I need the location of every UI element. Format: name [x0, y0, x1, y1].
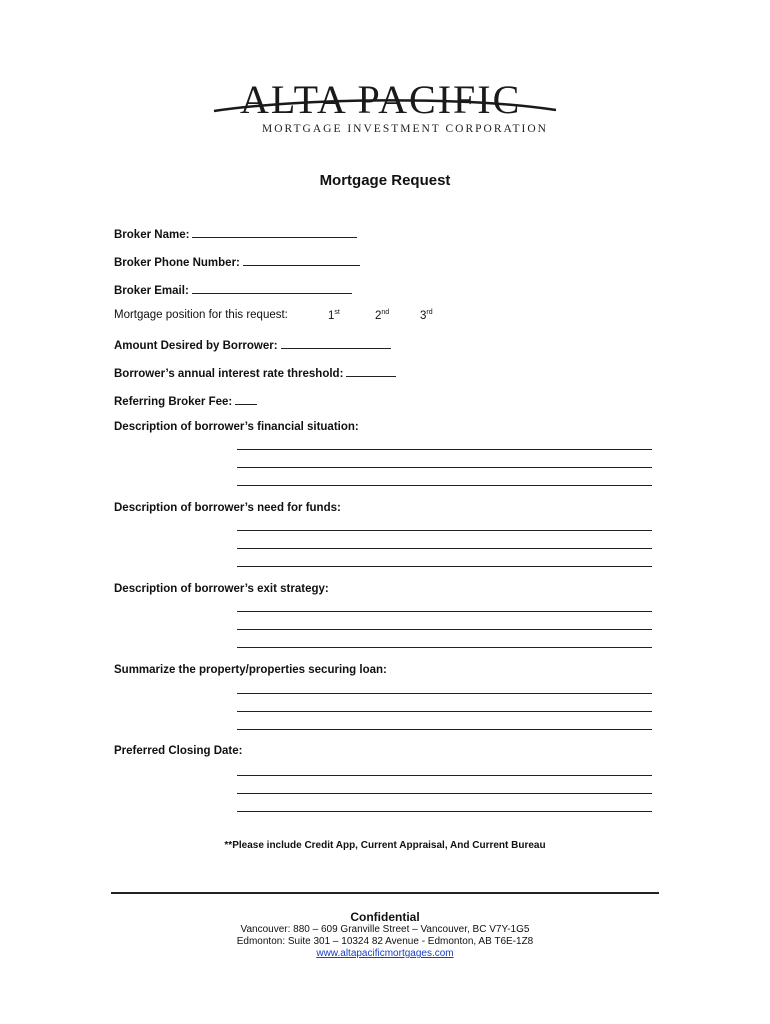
amount-desired-field [114, 337, 391, 352]
broker-phone-field [114, 254, 360, 269]
exit-strategy-line[interactable] [237, 647, 652, 648]
position-number: 3 [420, 310, 427, 322]
website-link-row [0, 948, 770, 959]
footer-divider [111, 892, 659, 894]
position-option-2nd[interactable] [375, 309, 389, 322]
interest-threshold-field [114, 365, 396, 380]
broker-email-field [114, 282, 352, 297]
position-option-1st[interactable] [328, 309, 340, 322]
edmonton-address: Edmonton: Suite 301 – 10324 82 Avenue - Edmonton, AB T6E-1Z8 [236, 936, 534, 947]
broker-name-label: Broker Name: [114, 229, 190, 241]
property-summary-label: Summarize the property/properties securing loan: [114, 664, 387, 676]
property-summary-line[interactable] [237, 693, 652, 694]
broker-email-label: Broker Email: [114, 285, 189, 297]
interest-threshold-input[interactable] [346, 365, 396, 377]
exit-strategy-line[interactable] [237, 629, 652, 630]
position-number: 1 [328, 310, 335, 322]
broker-fee-field [114, 393, 257, 408]
exit-strategy-line[interactable] [237, 611, 652, 612]
position-suffix: nd [381, 309, 390, 316]
mortgage-position-label: Mortgage position for this request: [114, 309, 288, 321]
broker-fee-label: Referring Broker Fee: [114, 396, 233, 408]
form-title: Mortgage Request [319, 172, 451, 189]
amount-desired-label: Amount Desired by Borrower: [114, 340, 278, 352]
need-for-funds-line[interactable] [237, 548, 652, 549]
financial-situation-line[interactable] [237, 467, 652, 468]
property-summary-line[interactable] [237, 729, 652, 730]
broker-name-field [114, 226, 357, 241]
property-summary-line[interactable] [237, 711, 652, 712]
financial-situation-label: Description of borrower’s financial situation: [114, 421, 359, 433]
closing-date-line[interactable] [237, 775, 652, 776]
website-link[interactable]: www.altapacificmortgages.com [316, 948, 454, 959]
company-logo-subtitle: MORTGAGE INVESTMENT CORPORATION [262, 123, 548, 135]
position-suffix: rd [426, 309, 433, 316]
need-for-funds-line[interactable] [237, 566, 652, 567]
closing-date-label: Preferred Closing Date: [114, 745, 243, 757]
financial-situation-line[interactable] [237, 449, 652, 450]
closing-date-line[interactable] [237, 793, 652, 794]
position-number: 2 [375, 310, 382, 322]
position-suffix: st [334, 309, 340, 316]
documents-note: **Please include Credit App, Current Appraisal, And Current Bureau [224, 840, 546, 851]
need-for-funds-line[interactable] [237, 530, 652, 531]
exit-strategy-label: Description of borrower’s exit strategy: [114, 583, 329, 595]
broker-phone-label: Broker Phone Number: [114, 257, 240, 269]
amount-desired-input[interactable] [281, 337, 391, 349]
interest-threshold-label: Borrower’s annual interest rate threshold: [114, 368, 344, 380]
financial-situation-line[interactable] [237, 485, 652, 486]
position-option-3rd[interactable] [420, 309, 433, 322]
need-for-funds-label: Description of borrower’s need for funds: [114, 502, 341, 514]
broker-phone-input[interactable] [243, 254, 360, 266]
closing-date-line[interactable] [237, 811, 652, 812]
mortgage-position-field [114, 309, 288, 321]
confidential-label: Confidential [350, 910, 420, 924]
company-logo-title: ALTA PACIFIC [240, 77, 522, 122]
broker-name-input[interactable] [192, 226, 357, 238]
broker-email-input[interactable] [192, 282, 352, 294]
broker-fee-input[interactable] [235, 393, 257, 405]
vancouver-address: Vancouver: 880 – 609 Granville Street – Vancouver, BC V7Y-1G5 [240, 924, 530, 935]
